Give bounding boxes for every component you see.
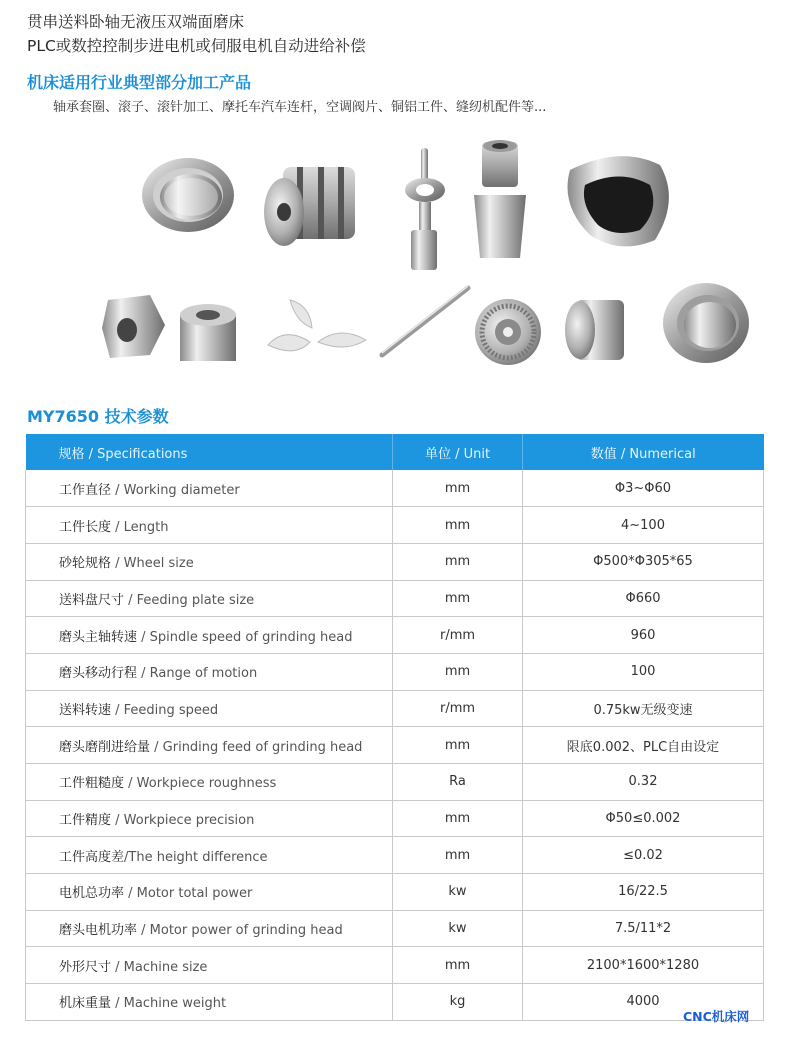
spec-unit: kg <box>393 984 523 1021</box>
spec-value: 2100*1600*1280 <box>523 947 764 984</box>
spec-name-zh: 磨头磨削进给量 <box>59 739 151 755</box>
table-row <box>26 580 764 617</box>
spec-unit: mm <box>393 837 523 874</box>
bearing-ring-image <box>142 158 234 232</box>
intro-line-1: 贯串送料卧轴无液压双端面磨床 <box>27 13 245 31</box>
spec-name-en: / Feeding speed <box>111 702 219 718</box>
intro-line-2: PLC或数控控制步进电机或伺服电机自动进给补偿 <box>27 37 366 55</box>
spec-unit: kw <box>393 874 523 911</box>
products-title: 机床适用行业典型部分加工产品 <box>27 73 252 92</box>
spec-value: Φ660 <box>523 580 764 617</box>
spec-value: Φ3~Φ60 <box>523 470 764 507</box>
spec-name <box>26 617 393 654</box>
header-spec-zh: 规格 <box>58 446 85 462</box>
spec-name-en: / Range of motion <box>137 666 258 682</box>
spec-table-title: MY7650 技术参数 <box>27 407 169 426</box>
header-unit <box>393 434 523 470</box>
table-row <box>26 617 764 654</box>
spec-name-zh: 工件精度 <box>59 813 112 829</box>
intro-block <box>27 10 366 58</box>
spec-name-zh: 工件粗糙度 <box>59 776 125 792</box>
table-row <box>26 764 764 801</box>
needle-roller-image <box>382 286 468 355</box>
header-spec-en: / Specifications <box>84 446 188 462</box>
spec-value: 16/22.5 <box>523 874 764 911</box>
spec-value: 960 <box>523 617 764 654</box>
table-row <box>26 874 764 911</box>
spec-name-en: / Feeding plate size <box>124 592 255 608</box>
spec-unit: mm <box>393 947 523 984</box>
spec-name <box>26 984 393 1021</box>
spec-name-en: / Machine weight <box>111 996 227 1012</box>
bearing-ring-2-image <box>663 283 749 363</box>
table-row <box>26 947 764 984</box>
table-row <box>26 837 764 874</box>
spec-name <box>26 543 393 580</box>
spec-unit: r/mm <box>393 617 523 654</box>
connecting-rod-image <box>405 148 445 270</box>
spec-unit: mm <box>393 727 523 764</box>
spec-name-en: / Machine size <box>111 959 208 975</box>
spec-name-zh: 电机总功率 <box>59 886 125 902</box>
spec-name <box>26 580 393 617</box>
header-spec <box>26 434 393 470</box>
spec-value: 限底0.002、PLC自由设定 <box>523 727 764 764</box>
spec-name-zh: 磨头主轴转速 <box>59 629 138 645</box>
table-row <box>26 507 764 544</box>
spec-value: 4000 <box>523 984 764 1021</box>
spec-value: ≤0.02 <box>523 837 764 874</box>
spec-name <box>26 727 393 764</box>
spec-value: Φ50≤0.002 <box>523 800 764 837</box>
header-unit-zh: 单位 <box>424 446 451 462</box>
header-unit-en: / Unit <box>450 446 491 462</box>
spec-table <box>25 434 764 1021</box>
table-row <box>26 910 764 947</box>
spec-value: 100 <box>523 653 764 690</box>
spec-value: 0.75kw无级变速 <box>523 690 764 727</box>
spec-name-zh: 工件长度 <box>59 519 112 535</box>
cam-plate-image <box>568 156 669 246</box>
spec-name <box>26 947 393 984</box>
table-row <box>26 653 764 690</box>
spec-name-zh: 磨头移动行程 <box>59 666 138 682</box>
spec-name-zh: 机床重量 <box>59 996 112 1012</box>
table-row <box>26 984 764 1021</box>
spec-name-zh: 工件高度差 <box>59 849 125 865</box>
spec-unit: Ra <box>393 764 523 801</box>
spec-value: 0.32 <box>523 764 764 801</box>
spec-value: 4~100 <box>523 507 764 544</box>
spec-name <box>26 874 393 911</box>
hex-fitting-image <box>474 140 526 258</box>
spec-value: 7.5/11*2 <box>523 910 764 947</box>
header-value <box>523 434 764 470</box>
spec-name <box>26 800 393 837</box>
spec-name-zh: 外形尺寸 <box>59 959 112 975</box>
crescent-pins-image <box>268 300 366 351</box>
spec-name-zh: 砂轮规格 <box>59 556 112 572</box>
site-watermark: CNC机床网 <box>683 1009 750 1024</box>
hex-block-image <box>102 295 165 358</box>
spec-name-en: / Workpiece roughness <box>124 776 277 792</box>
table-row <box>26 690 764 727</box>
spec-unit: mm <box>393 507 523 544</box>
spec-unit: mm <box>393 653 523 690</box>
spec-value: Φ500*Φ305*65 <box>523 543 764 580</box>
serrated-disc-image <box>475 299 541 365</box>
spec-unit: mm <box>393 543 523 580</box>
spec-unit: mm <box>393 800 523 837</box>
spec-name-zh: 送料转速 <box>59 702 112 718</box>
spec-unit: kw <box>393 910 523 947</box>
cylinder-roller-image <box>565 300 624 360</box>
grooved-roller-image <box>264 167 355 246</box>
spec-name <box>26 507 393 544</box>
spec-name-zh: 工作直径 <box>59 482 112 498</box>
spec-name-zh: 送料盘尺寸 <box>59 592 125 608</box>
spec-name <box>26 690 393 727</box>
sleeve-image <box>180 304 236 361</box>
spec-name-en: / Grinding feed of grinding head <box>150 739 363 755</box>
spec-unit: mm <box>393 470 523 507</box>
products-subtitle: 轴承套圈、滚子、滚针加工、摩托车汽车连杆，空调阀片、铜铝工件、缝纫机配件等... <box>53 100 547 115</box>
spec-name <box>26 910 393 947</box>
header-value-en: / Numerical <box>616 446 696 462</box>
spec-name-en: / Working diameter <box>111 482 240 498</box>
spec-name-en: / Motor power of grinding head <box>137 923 343 939</box>
spec-unit: r/mm <box>393 690 523 727</box>
header-value-zh: 数值 <box>590 446 617 462</box>
spec-name <box>26 653 393 690</box>
spec-name-en: / Motor total power <box>124 886 253 902</box>
spec-name-en: / Spindle speed of grinding head <box>137 629 353 645</box>
spec-name-en: / Length <box>111 519 169 535</box>
spec-name <box>26 837 393 874</box>
spec-table-header <box>26 434 764 470</box>
spec-unit: mm <box>393 580 523 617</box>
product-gallery <box>0 130 788 380</box>
spec-name-en: / Workpiece precision <box>111 813 255 829</box>
table-row <box>26 470 764 507</box>
table-row <box>26 543 764 580</box>
spec-name-en: /The height difference <box>124 849 268 865</box>
spec-name-zh: 磨头电机功率 <box>59 923 138 939</box>
spec-name <box>26 470 393 507</box>
spec-name <box>26 764 393 801</box>
table-row <box>26 800 764 837</box>
spec-name-en: / Wheel size <box>111 556 194 572</box>
table-row <box>26 727 764 764</box>
